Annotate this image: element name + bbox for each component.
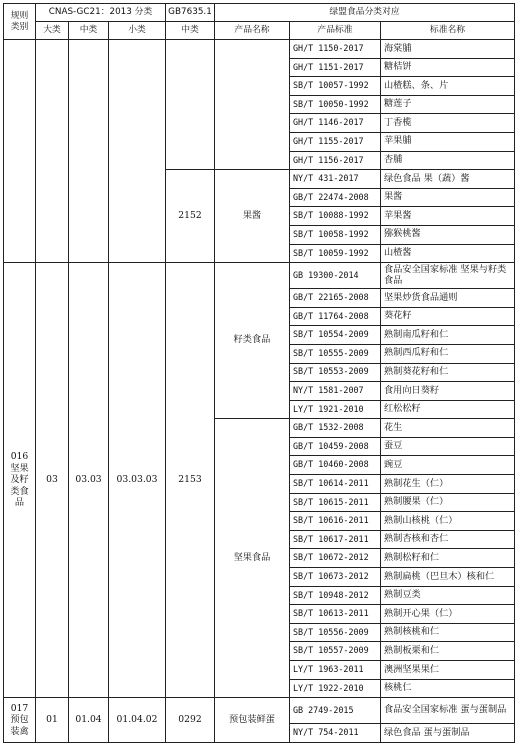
standard-code-cell: GH/T 1155-2017	[290, 132, 381, 151]
rule-017-cell	[4, 698, 36, 743]
standard-name-cell: 熟制南瓜籽和仁	[381, 326, 515, 345]
standard-name-cell: 绿色食品 果（蔬）酱	[381, 170, 515, 189]
rule-016-cell-line: 016	[10, 451, 29, 463]
standard-code-cell: GB/T 10459-2008	[290, 437, 381, 456]
standard-code-cell: LY/T 1922-2010	[290, 679, 381, 698]
standard-name-cell: 熟制豆类	[381, 586, 515, 605]
gb-code-cell: 2153	[166, 263, 215, 698]
cnas-header: CNAS-GC21：2013 分类	[36, 4, 166, 22]
standards-table	[3, 3, 515, 743]
standard-name-cell: 熟制花生（仁）	[381, 475, 515, 494]
standard-code-cell: GH/T 1150-2017	[290, 40, 381, 59]
standard-code-cell: SB/T 10556-2009	[290, 623, 381, 642]
table-body	[4, 4, 515, 743]
gb-empty-cell	[166, 40, 215, 170]
standard-name-cell: 丁香榄	[381, 114, 515, 133]
mid-cell: 03.03	[69, 263, 109, 698]
standard-code-cell: GB/T 22474-2008	[290, 188, 381, 207]
standard-name-cell: 海棠脯	[381, 40, 515, 59]
standard-code-cell: SB/T 10673-2012	[290, 568, 381, 587]
product-name-cell: 籽类食品	[215, 263, 290, 419]
mid-empty-cell	[69, 40, 109, 263]
standard-code-cell: SB/T 10050-1992	[290, 95, 381, 114]
standard-code-cell: GB 2749-2015	[290, 698, 381, 724]
rule-016-cell-line: 品	[14, 497, 25, 509]
standard-code-cell: SB/T 10615-2011	[290, 493, 381, 512]
rule-017-cell-label	[10, 703, 28, 738]
standard-code-cell: SB/T 10059-1992	[290, 244, 381, 263]
standard-name-cell: 熟制西瓜籽和仁	[381, 344, 515, 363]
standard-code-cell: GH/T 1151-2017	[290, 58, 381, 77]
gb-code-cell: 2152	[166, 170, 215, 263]
product-std-header: 产品标准	[290, 22, 381, 40]
rule-017-cell-line: 017	[10, 702, 29, 714]
header-row-top	[4, 4, 515, 22]
standard-code-cell: NY/T 431-2017	[290, 170, 381, 189]
standard-name-cell: 苹果酱	[381, 207, 515, 226]
standard-name-cell: 熟制葵花籽和仁	[381, 363, 515, 382]
std-name-header: 标准名称	[381, 22, 515, 40]
standard-name-cell: 杏脯	[381, 151, 515, 170]
standard-name-cell: 花生	[381, 419, 515, 438]
standard-name-cell: 糖桔饼	[381, 58, 515, 77]
standard-name-cell: 熟制杏核和杏仁	[381, 530, 515, 549]
gb-mid-header: 中类	[166, 22, 215, 40]
standard-code-cell: LY/T 1921-2010	[290, 400, 381, 419]
standard-name-cell: 山楂糕、条、片	[381, 77, 515, 96]
standard-name-cell: 糖莲子	[381, 95, 515, 114]
standard-name-cell: 熟制开心果（仁）	[381, 605, 515, 624]
rule-017-cell-line: 装禽	[10, 725, 29, 737]
standard-name-cell: 红松松籽	[381, 400, 515, 419]
mid-cell: 01.04	[69, 698, 109, 743]
standard-code-cell: SB/T 10614-2011	[290, 475, 381, 494]
standard-name-cell: 食用向日葵籽	[381, 382, 515, 401]
standard-code-cell: SB/T 10948-2012	[290, 586, 381, 605]
standard-name-cell: 苹果脯	[381, 132, 515, 151]
standard-code-cell: SB/T 10555-2009	[290, 344, 381, 363]
product-name-cell: 坚果食品	[215, 419, 290, 698]
standard-code-cell: GB/T 22165-2008	[290, 289, 381, 308]
minor-cell: 03.03.03	[109, 263, 166, 698]
standard-code-cell: SB/T 10058-1992	[290, 225, 381, 244]
table-row	[4, 263, 515, 289]
mid-header: 中类	[69, 22, 109, 40]
standard-name-cell: 澳洲坚果果仁	[381, 661, 515, 680]
standard-name-cell: 熟制板栗和仁	[381, 642, 515, 661]
standard-name-cell: 熟制扁桃（巴旦木）核和仁	[381, 568, 515, 587]
gb-header: GB7635.1	[166, 4, 215, 22]
standard-name-cell: 猕猴桃酱	[381, 225, 515, 244]
standard-code-cell: GH/T 1146-2017	[290, 114, 381, 133]
standard-name-cell: 熟制松籽和仁	[381, 549, 515, 568]
standard-code-cell: GB/T 10460-2008	[290, 456, 381, 475]
standard-name-cell: 豌豆	[381, 456, 515, 475]
major-empty-cell	[36, 40, 69, 263]
rule-category-header	[4, 4, 36, 40]
rule-016-cell-line: 类食	[10, 485, 29, 497]
rule-empty-cell	[4, 40, 36, 263]
standard-code-cell: NY/T 1581-2007	[290, 382, 381, 401]
rule-016-cell-line: 及籽	[10, 474, 29, 486]
standard-name-cell: 蚕豆	[381, 437, 515, 456]
standard-code-cell: SB/T 10616-2011	[290, 512, 381, 531]
gb-code-cell: 0292	[166, 698, 215, 743]
standard-code-cell: GB/T 11764-2008	[290, 307, 381, 326]
minor-empty-cell	[109, 40, 166, 263]
standard-code-cell: LY/T 1963-2011	[290, 661, 381, 680]
table-row	[4, 40, 515, 59]
standard-code-cell: SB/T 10557-2009	[290, 642, 381, 661]
major-cell: 03	[36, 263, 69, 698]
standard-name-cell: 熟制山核桃（仁）	[381, 512, 515, 531]
product-empty-cell	[215, 40, 290, 170]
rule-016-cell	[4, 263, 36, 698]
minor-header: 小类	[109, 22, 166, 40]
rule-016-cell-label	[10, 451, 28, 509]
standard-name-cell: 食品安全国家标准 蛋与蛋制品	[381, 698, 515, 724]
standard-name-cell: 坚果炒货食品通则	[381, 289, 515, 308]
standard-name-cell: 食品安全国家标准 坚果与籽类食品	[381, 263, 515, 289]
standard-name-cell: 熟制核桃和仁	[381, 623, 515, 642]
standard-name-cell: 核桃仁	[381, 679, 515, 698]
table-row	[4, 698, 515, 724]
minor-cell: 01.04.02	[109, 698, 166, 743]
standard-code-cell: SB/T 10057-1992	[290, 77, 381, 96]
standard-code-cell: GH/T 1156-2017	[290, 151, 381, 170]
rule-016-cell-line: 坚果	[10, 462, 29, 474]
standard-code-cell: SB/T 10613-2011	[290, 605, 381, 624]
standard-name-cell: 山楂酱	[381, 244, 515, 263]
standard-code-cell: NY/T 754-2011	[290, 724, 381, 743]
standard-code-cell: SB/T 10672-2012	[290, 549, 381, 568]
standard-name-cell: 葵花籽	[381, 307, 515, 326]
product-name-cell: 预包装鲜蛋	[215, 698, 290, 743]
standard-code-cell: SB/T 10088-1992	[290, 207, 381, 226]
green-header: 绿盟食品分类对应	[215, 4, 515, 22]
standard-code-cell: SB/T 10554-2009	[290, 326, 381, 345]
major-header: 大类	[36, 22, 69, 40]
product-name-header: 产品名称	[215, 22, 290, 40]
rule-category-label: 规则类别	[10, 10, 29, 32]
standard-name-cell: 熟制腰果（仁）	[381, 493, 515, 512]
standard-name-cell: 绿色食品 蛋与蛋制品	[381, 724, 515, 743]
standard-name-cell: 果酱	[381, 188, 515, 207]
standard-code-cell: GB 19300-2014	[290, 263, 381, 289]
major-cell: 01	[36, 698, 69, 743]
standard-code-cell: SB/T 10617-2011	[290, 530, 381, 549]
standard-code-cell: SB/T 10553-2009	[290, 363, 381, 382]
product-name-cell: 果酱	[215, 170, 290, 263]
header-row-sub	[4, 22, 515, 40]
standard-code-cell: GB/T 1532-2008	[290, 419, 381, 438]
rule-017-cell-line: 预包	[10, 714, 29, 726]
